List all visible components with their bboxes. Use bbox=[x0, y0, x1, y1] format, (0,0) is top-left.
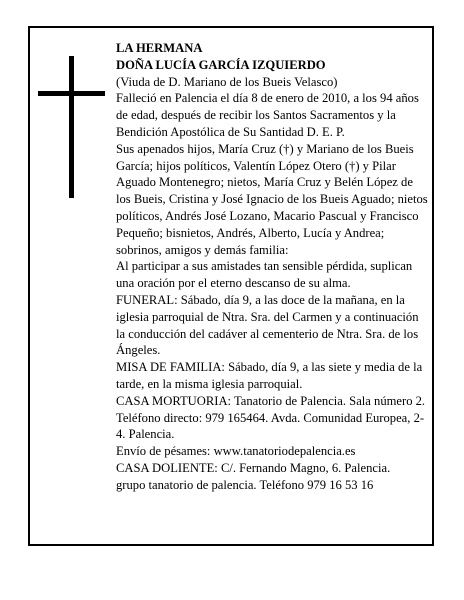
deceased-name: DOÑA LUCÍA GARCÍA IZQUIERDO bbox=[116, 57, 326, 72]
family-paragraph: Sus apenados hijos, María Cruz (†) y Mariano de los Bueis García; hijos políticos, Valentín López Otero (†) y Pilar Aguado Montenegro; nietos, María Cruz y Belén López de los Bueis, Cristina y José Ignacio de los Bueis Aguado; nietos políticos, Andrés José Lozano, Macario Pascual y Francisco Pequeño; bisnietos, Andrés, Alberto, Lucía y Andrea; sobrinos, amigos y demás familia: bbox=[116, 141, 428, 257]
notice-heading-relation: LA HERMANA bbox=[116, 41, 203, 55]
request-paragraph: Al participar a sus amistades tan sensible pérdida, suplican una oración por el eterno descanso de su alma. bbox=[116, 259, 413, 291]
notice-text-block bbox=[116, 40, 428, 494]
mourning-house-line: CASA DOLIENTE: C/. Fernando Magno, 6. Palencia. bbox=[116, 460, 391, 475]
family-mass-paragraph: MISA DE FAMILIA: Sábado, día 9, a las siete y media de la tarde, en la misma iglesia parroquial. bbox=[116, 360, 423, 391]
widow-line: (Viuda de D. Mariano de los Bueis Velasco) bbox=[116, 74, 338, 89]
funeral-paragraph: FUNERAL: Sábado, día 9, a las doce de la mañana, en la iglesia parroquial de Ntra. Sra. del Carmen y a continuación la conducción del cadáver al cementerio de Ntra. Sra. de los Ángeles. bbox=[116, 292, 419, 358]
cross-vertical-bar bbox=[69, 56, 74, 198]
obituary-notice bbox=[28, 26, 434, 546]
death-paragraph: Falleció en Palencia el día 8 de enero de 2010, a los 94 años de edad, después de recibir los Santos Sacramentos y la Bendición Apostólica de Su Santidad D. E. P. bbox=[116, 91, 419, 139]
condolence-line: Envío de pésames: www.tanatoriodepalencia.es bbox=[116, 444, 356, 459]
footer-line: grupo tanatorio de palencia. Teléfono 979 16 53 16 bbox=[116, 477, 374, 492]
cross-horizontal-bar bbox=[38, 91, 105, 96]
mortuary-paragraph: CASA MORTUORIA: Tanatorio de Palencia. Sala número 2. Teléfono directo: 979 165464. Avda. Comunidad Europea, 2-4. Palencia. bbox=[116, 393, 426, 442]
